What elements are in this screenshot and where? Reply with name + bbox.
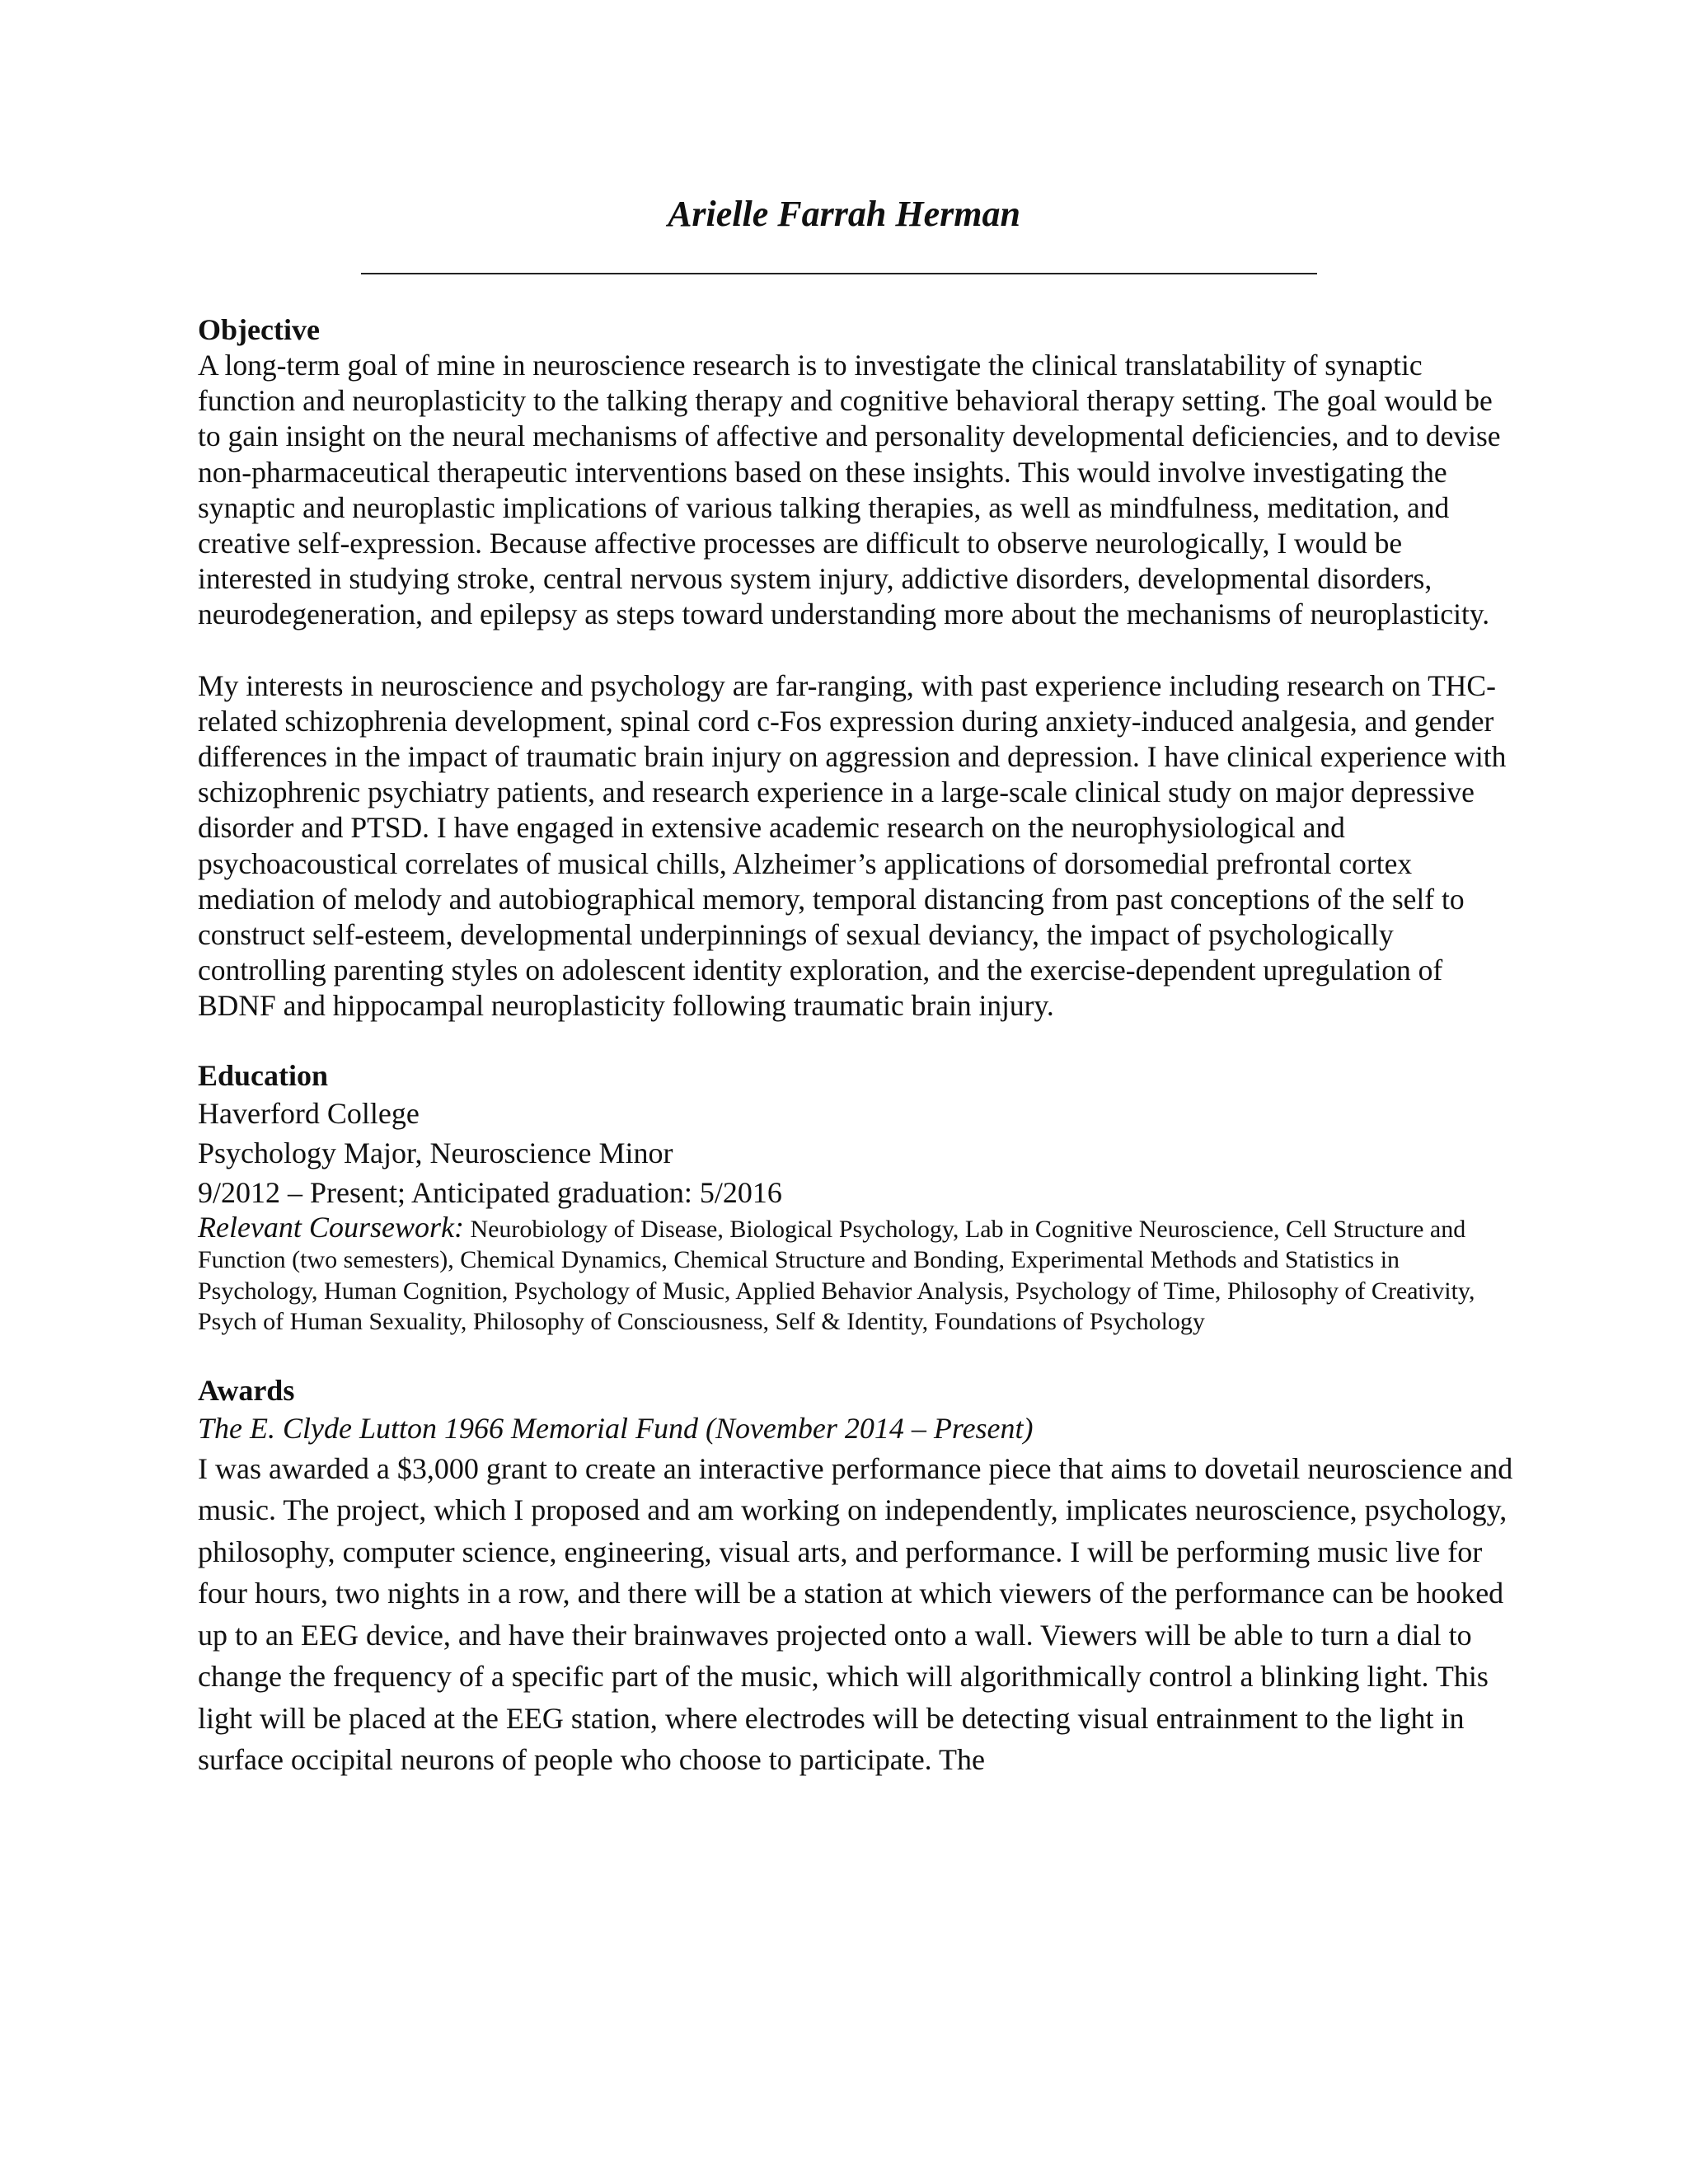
education-dates: 9/2012 – Present; Anticipated graduation: 5/2016 (198, 1175, 782, 1209)
section-spacer (198, 1024, 1517, 1057)
education-section (198, 1057, 1517, 1338)
education-coursework (198, 1212, 1517, 1338)
objective-heading: Objective (198, 313, 320, 346)
title-rule (361, 273, 1317, 274)
education-heading: Education (198, 1058, 329, 1092)
awards-section (198, 1372, 1517, 1781)
award-title: The E. Clyde Lutton 1966 Memorial Fund (November 2014 – Present) (198, 1411, 1034, 1445)
awards-heading: Awards (198, 1373, 295, 1407)
objective-paragraph-1: A long-term goal of mine in neuroscience research is to investigate the clinical translatability of synaptic function and neuroplasticity to the talking therapy and cognitive behavioral therapy setting. The goal would be to gain insight on the neural mechanisms of affective and personality developmental deficiencies, and to devise non-pharmaceutical therapeutic interventions based on these insights. This would involve investigating the synaptic and neuroplastic implications of various talking therapies, as well as mindfulness, meditation, and creative self-expression. Because affective processes are difficult to observe neurologically, I would be interested in studying stroke, central nervous system injury, addictive disorders, developmental disorders, neurodegeneration, and epilepsy as steps toward understanding more about the mechanisms of neuroplasticity. (198, 349, 1501, 631)
award-description: I was awarded a $3,000 grant to create an interactive performance piece that aims to dovetail neuroscience and music. The project, which I proposed and am working on independently, implicates neuroscience, psychology, philosophy, computer science, engineering, visual arts, and performance. I will be performing music live for four hours, two nights in a row, and there will be a station at which viewers of the performance can be hooked up to an EEG device, and have their brainwaves projected onto a wall. Viewers will be able to turn a dial to change the frequency of a specific part of the music, which will algorithmically control a blinking light. This light will be placed at the EEG station, where electrodes will be detecting visual entrainment to the light in surface occipital neurons of people who choose to participate. The (198, 1451, 1513, 1777)
paragraph-spacer (198, 633, 1517, 668)
education-school: Haverford College (198, 1096, 420, 1130)
candidate-name: Arielle Farrah Herman (668, 194, 1020, 234)
section-spacer (198, 1338, 1517, 1372)
objective-section (198, 312, 1517, 1024)
coursework-list: Neurobiology of Disease, Biological Psychology, Lab in Cognitive Neuroscience, Cell Structure and Function (two semesters), Chemical Dynamics, Chemical Structure and Bonding, Experimental Methods and Statistics in Psychology, Human Cognition, Psychology of Music, Applied Behavior Analysis, Psychology of Time, Philosophy of Creativity, Psych of Human Sexuality, Philosophy of Consciousness, Self & Identity, Foundations of Psychology (198, 1215, 1475, 1336)
objective-paragraph-2: My interests in neuroscience and psychology are far-ranging, with past experience including research on THC-related schizophrenia development, spinal cord c-Fos expression during anxiety-induced analgesia, and gender differences in the impact of traumatic brain injury on aggression and depression. I have clinical experience with schizophrenic psychiatry patients, and research experience in a large-scale clinical study on major depressive disorder and PTSD. I have engaged in extensive academic research on the neurophysiological and psychoacoustical correlates of musical chills, Alzheimer’s applications of dorsomedial prefrontal cortex mediation of melody and autobiographical memory, temporal distancing from past conceptions of the self to construct self-esteem, developmental underpinnings of sexual deviancy, the impact of psychologically controlling parenting styles on adolescent identity exploration, and the exercise-dependent upregulation of BDNF and hippocampal neuroplasticity following traumatic brain injury. (198, 668, 1507, 1023)
coursework-label: Relevant Coursework: (198, 1210, 464, 1244)
education-program: Psychology Major, Neuroscience Minor (198, 1136, 673, 1169)
resume-body (198, 312, 1517, 1781)
